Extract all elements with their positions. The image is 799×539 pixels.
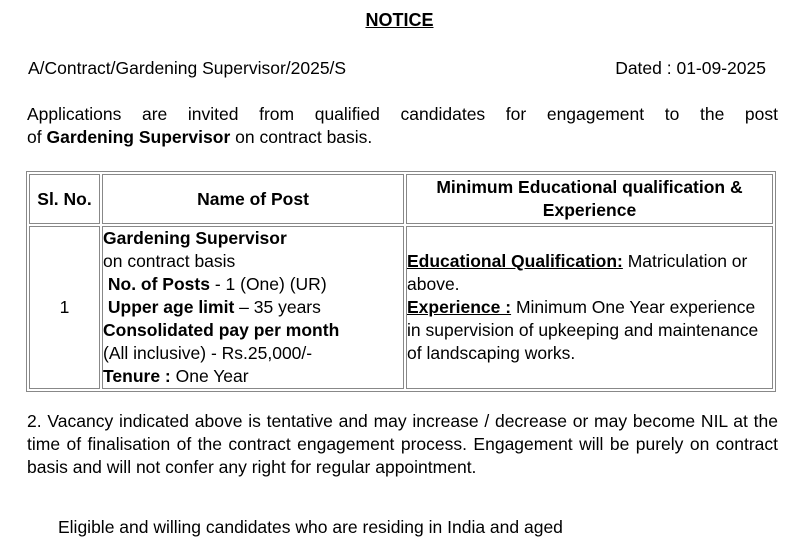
post-basis: on contract basis — [103, 251, 236, 271]
header-name-of-post: Name of Post — [102, 174, 404, 224]
age-label: Upper age limit — [107, 297, 235, 317]
reference-line — [28, 58, 766, 79]
row-sl-no: 1 — [29, 226, 100, 389]
exp-label: Experience : — [407, 297, 512, 317]
posts-table — [26, 171, 776, 392]
row-qualification — [406, 226, 773, 389]
education — [407, 250, 772, 296]
edu-value: Matriculation or above. — [407, 251, 748, 294]
tenure-label: Tenure : — [103, 366, 171, 386]
pay-label: Consolidated pay per month — [103, 320, 340, 340]
edu-label: Educational Qualification: — [407, 251, 623, 271]
header-qualification: Minimum Educational qualification & Experience — [406, 174, 773, 224]
posts-value: - 1 (One) (UR) — [209, 274, 327, 294]
notice-date: Dated : 01-09-2025 — [615, 58, 766, 78]
intro-prefix: of — [27, 127, 47, 147]
table-header-row — [29, 174, 773, 224]
intro-suffix: on contract basis. — [230, 127, 373, 147]
header-sl-no: Sl. No. — [29, 174, 100, 224]
paragraph-2: 2. Vacancy indicated above is tentative and may increase / decrease or may become NIL at the time of finalisation of the contract engagement process. Engagement will be purely on contract basis and will not confer any right for regular appointment. — [27, 411, 778, 477]
posts-label: No. of Posts — [107, 274, 210, 294]
intro-line-1: Applications are invited from qualified candidates for engagement to the post — [27, 104, 778, 124]
row-post-details — [102, 226, 404, 389]
exp-value: Minimum One Year experience in supervision of upkeeping and maintenance of landscaping works. — [407, 297, 759, 363]
age-limit — [103, 296, 403, 319]
pay-value: (All inclusive) - Rs.25,000/- — [103, 343, 313, 363]
posts-count — [103, 273, 403, 296]
notice-title: NOTICE — [365, 10, 434, 30]
paragraph-3-partial: Eligible and willing candidates who are residing in India and aged — [58, 517, 563, 537]
experience — [407, 296, 772, 365]
age-value: – 35 years — [234, 297, 321, 317]
post-title: Gardening Supervisor — [103, 228, 287, 248]
intro-line-2 — [27, 126, 778, 149]
intro-post-name: Gardening Supervisor — [46, 127, 231, 147]
tenure-value: One Year — [170, 366, 249, 386]
table-row — [29, 226, 773, 389]
reference-number: A/Contract/Gardening Supervisor/2025/S — [28, 58, 347, 78]
tenure — [103, 365, 403, 388]
intro-paragraph — [27, 103, 778, 149]
